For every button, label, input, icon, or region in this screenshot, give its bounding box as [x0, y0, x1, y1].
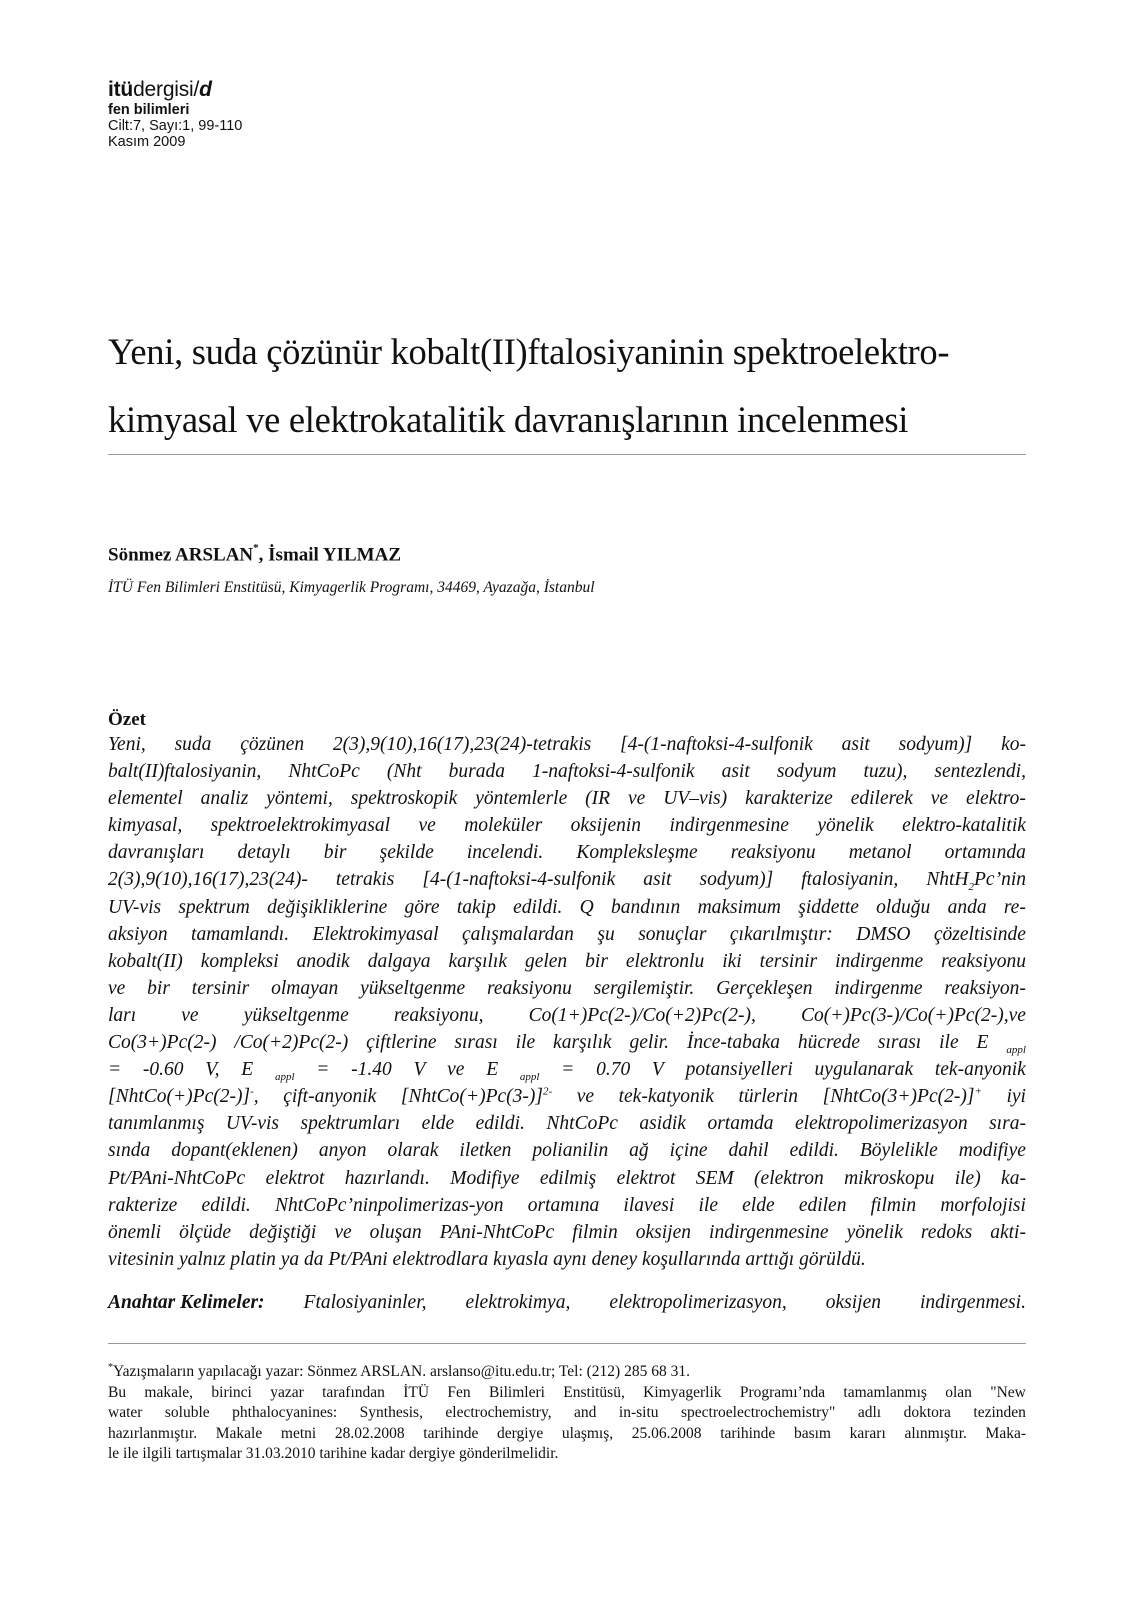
text-line: vitesinin yalnız platin ya da Pt/PAni elektrodlara kıyasla aynı deney koşullarında arttığı görüldü. [108, 1248, 866, 1270]
word: ve [334, 1221, 352, 1243]
word: elementel [108, 788, 183, 810]
journal-header [108, 78, 408, 150]
word: ile) [954, 1167, 981, 1189]
word: ağ [629, 1140, 649, 1162]
word: Yeni, [108, 734, 146, 755]
word: potansiyelleri [685, 1059, 793, 1081]
word: kimyasal, [108, 815, 183, 837]
text-line [108, 1137, 1026, 1164]
word: and [574, 1404, 597, 1421]
word: rakterize [108, 1194, 178, 1216]
footnote-line [108, 1403, 1026, 1424]
word: ları [108, 1004, 137, 1026]
word: morfolojisi [940, 1194, 1026, 1216]
word: ve [181, 1004, 199, 1026]
word: polianilin [532, 1140, 609, 1162]
word: Pt/PAni-NhtCoPc [108, 1167, 246, 1189]
text-line [108, 921, 1026, 948]
word: spektrumları [300, 1113, 401, 1135]
word: dergiye [497, 1424, 544, 1442]
word: NhtH$_2$Pc’nin [926, 869, 1026, 894]
word: tek-katyonik [618, 1086, 714, 1108]
word: Gerçekleşen [716, 977, 813, 999]
word: önemli [108, 1221, 162, 1243]
word: E [241, 1059, 254, 1081]
paper-title [108, 318, 1028, 454]
abstract-heading: Özet [108, 709, 146, 730]
word: olarak [387, 1140, 439, 1162]
word: yükseltgenme [360, 977, 466, 999]
word: dahil [728, 1140, 769, 1162]
word: 2(3),9(10),16(17),23(24)- [108, 869, 308, 891]
word: ve [576, 1086, 595, 1108]
word: maksimum [697, 896, 781, 918]
word: mikroskopu [844, 1167, 935, 1189]
word: anda [947, 896, 987, 918]
word: tarihinde [720, 1424, 776, 1442]
word: elektropolimerizasyon [795, 1113, 968, 1135]
word: NhtCoPc [288, 761, 360, 783]
subscript: 2 [968, 881, 975, 894]
word: tersinir [191, 977, 250, 999]
word: 25.06.2008 [631, 1424, 702, 1442]
word: Synthesis, [359, 1404, 423, 1421]
word: reaksiyonu [730, 842, 816, 864]
word: Bilimleri [488, 1383, 545, 1401]
word: indirgenmesine [709, 1221, 829, 1243]
word: [4-(1-naftoksi-4-sulfonik [422, 869, 616, 891]
word: /Co(+2)Pc(2-) [234, 1032, 349, 1054]
word: sında [108, 1140, 151, 1162]
word: elektro-katalitik [902, 815, 1026, 837]
journal-name-bold: itü [108, 78, 134, 101]
word: = [316, 1059, 330, 1081]
word: spectroelectrochemistry" [681, 1404, 836, 1421]
word: edilen [798, 1194, 847, 1216]
journal-name-italic: d [199, 78, 212, 101]
word: bandının [610, 896, 681, 918]
word: dopant(eklenen) [171, 1140, 298, 1162]
text-line [108, 1083, 1026, 1110]
word: asit [841, 734, 870, 755]
footnote-divider [108, 1343, 1026, 1344]
word: hücrede [797, 1032, 860, 1054]
word: iletken [459, 1140, 512, 1162]
word: ve [628, 788, 646, 810]
word: ve [418, 815, 436, 837]
word: water [108, 1404, 143, 1421]
text-line [108, 1110, 1026, 1137]
text-line [108, 1165, 1026, 1192]
text-line [108, 1029, 1026, 1056]
word: elde [742, 1194, 775, 1216]
word: bir [147, 977, 170, 999]
text-line [108, 1056, 1026, 1083]
keyword-item: elektrokimya, [465, 1292, 571, 1313]
word: (Nht [386, 761, 422, 783]
word: göre [404, 896, 440, 918]
word: edildi. [513, 896, 563, 918]
word: değiştiği [249, 1221, 317, 1243]
word: Maka- [985, 1424, 1026, 1442]
word: reaksiyonu [487, 977, 572, 999]
superscript: - [250, 1085, 254, 1098]
word: [NhtCo(+)Pc(2-)]-, [108, 1085, 259, 1108]
word: ve [108, 977, 126, 999]
footnote-mark: * [108, 1361, 113, 1373]
word: gelen [524, 950, 568, 972]
footnote-line: *Yazışmaların yapılacağı yazar: Sönmez ARSLAN. arslanso@itu.edu.tr; Tel: (212) 285 68 31. [108, 1361, 690, 1380]
word: -1.40 [351, 1059, 392, 1081]
word: yazar [270, 1383, 304, 1401]
word: metanol [848, 842, 912, 864]
word: iki [722, 950, 742, 972]
word: türlerin [738, 1086, 799, 1108]
word: soluble [164, 1404, 210, 1421]
subscript: appl [1006, 1043, 1026, 1056]
keywords-label: Anahtar Kelimeler: [108, 1292, 265, 1313]
word: kobalt(II) [108, 950, 183, 972]
word: İTÜ [403, 1383, 430, 1401]
word: tezinden [973, 1404, 1026, 1421]
word: adlı [857, 1404, 882, 1421]
word: UV–vis) [663, 788, 728, 810]
word: tarihinde [423, 1424, 479, 1442]
word: İnce-tabaka [686, 1032, 780, 1054]
word: yöntemi, [266, 788, 333, 810]
word: = [108, 1059, 122, 1081]
word: 0.70 [596, 1059, 631, 1081]
subscript: appl [274, 1071, 295, 1084]
word: çalışmalardan [461, 923, 574, 945]
word: filmin [572, 1221, 618, 1243]
text-line [108, 1002, 1026, 1029]
text-line [108, 975, 1026, 1002]
abstract-body [108, 731, 1026, 1273]
word [1006, 1029, 1026, 1056]
word: metni [280, 1424, 317, 1442]
word: takip [456, 896, 496, 918]
word: gelir. [629, 1032, 669, 1054]
word: tamamlanmış [843, 1383, 927, 1401]
word: sentezlendi, [934, 761, 1026, 783]
word: in-situ [618, 1404, 659, 1421]
paper-title-line: kimyasal ve elektrokatalitik davranışlarının incelenmesi [108, 399, 909, 440]
word: ortamda [707, 1113, 774, 1135]
author-name: İsmail YILMAZ [268, 544, 401, 566]
text-line [108, 839, 1026, 866]
word: Elektrokimyasal [312, 923, 439, 945]
journal-subtitle: fen bilimleri [108, 102, 190, 118]
word: olduğu [876, 896, 931, 918]
word: Programı’nda [739, 1383, 826, 1401]
journal-date: Kasım 2009 [108, 134, 186, 150]
word: anyon [318, 1140, 367, 1162]
word: spektrum [178, 896, 250, 918]
word: -0.60 [142, 1059, 184, 1081]
word: spektroelektrokimyasal [210, 815, 391, 837]
word: reaksiyon- [944, 977, 1026, 999]
word: kararı [849, 1424, 886, 1442]
word: (IR [585, 788, 611, 810]
text-line [108, 758, 1026, 785]
word: V, [205, 1059, 220, 1081]
word: edildi. [475, 1113, 525, 1135]
word: elde [421, 1113, 455, 1135]
word: indirgenme [835, 950, 924, 972]
word: modifiye [958, 1140, 1026, 1162]
word: indirgenme [834, 977, 923, 999]
word: incelendi. [466, 842, 544, 864]
word: şekilde [379, 842, 434, 864]
word: tetrakis [335, 869, 395, 891]
word: re- [1003, 896, 1026, 918]
word: spektroskopik [350, 788, 458, 810]
word: tamamlandı. [191, 923, 290, 945]
word: ve [447, 1059, 465, 1081]
word: uygulanarak [814, 1059, 914, 1081]
word: çift-anyonik [283, 1086, 377, 1108]
word: redoks [920, 1221, 973, 1243]
word: asit [721, 761, 750, 783]
word: sodyum)] [898, 734, 973, 755]
word: [NhtCo(3+)Pc(2-)]+ [822, 1085, 982, 1108]
author-separator: , [258, 544, 269, 566]
word: edilmiş [539, 1167, 597, 1189]
word: electrochemistry, [445, 1404, 552, 1421]
word: balt(II)ftalosiyanin, [108, 761, 262, 783]
superscript: 2- [542, 1085, 553, 1098]
word: içine [669, 1140, 708, 1162]
word: elektrot [265, 1167, 325, 1189]
word: davranışları [108, 842, 205, 864]
word: Kimyagerlik [643, 1383, 722, 1401]
keyword-item: Ftalosiyaninler, [303, 1292, 427, 1313]
word: PAni-NhtCoPc [439, 1221, 555, 1243]
word: aksiyon [108, 923, 168, 945]
word: çıkarılmıştır: [729, 923, 833, 945]
word: Co(3+)Pc(2-) [108, 1032, 217, 1054]
word: şu [597, 923, 615, 945]
word: burada [448, 761, 505, 783]
word: phthalocyanines: [232, 1404, 338, 1421]
word: Co(+)Pc(3-)/Co(+)Pc(2-),ve [800, 1004, 1026, 1026]
footnote-block [108, 1362, 1026, 1465]
word: = [561, 1059, 575, 1081]
text-line [108, 948, 1026, 975]
text-line [108, 1219, 1026, 1246]
text-line [108, 731, 1026, 758]
word: SEM [695, 1167, 734, 1189]
word: çözeltisinde [933, 923, 1026, 945]
word: E [486, 1059, 499, 1081]
word: yönelik [817, 815, 874, 837]
word: [4-(1-naftoksi-4-sulfonik [620, 734, 813, 755]
footnote-line [108, 1424, 1026, 1445]
footnote-line [108, 1383, 1026, 1404]
word: anodik [296, 950, 350, 972]
word: asidik [639, 1113, 686, 1135]
word: 2(3),9(10),16(17),23(24)-tetrakis [332, 734, 592, 755]
word: E [976, 1032, 989, 1054]
word: karşılık [448, 950, 507, 972]
word: yöntemlerle [475, 788, 568, 810]
word: doktora [903, 1404, 951, 1421]
word: ulaşmış, [561, 1424, 614, 1442]
word: edildi. [201, 1194, 251, 1216]
word: çiftlerine [366, 1032, 437, 1054]
word: sırası [877, 1032, 922, 1054]
word: Böylelikle [859, 1140, 938, 1162]
word: ölçüde [179, 1221, 232, 1243]
word: elektrot [616, 1167, 676, 1189]
word: filmin [870, 1194, 917, 1216]
text-line [108, 866, 1026, 893]
word: ile [939, 1032, 959, 1054]
word: dalgaya [367, 950, 431, 972]
text-line [108, 1192, 1026, 1219]
word: kompleksi [200, 950, 279, 972]
subscript: appl [519, 1071, 540, 1084]
author-name: Sönmez ARSLAN [108, 544, 254, 566]
word: 1-naftoksi-4-sulfonik [532, 761, 695, 783]
word: Q [579, 896, 594, 918]
word: karşılık [553, 1032, 612, 1054]
word: reaksiyonu, [393, 1004, 484, 1026]
word: sırası [454, 1032, 498, 1054]
word [275, 1056, 295, 1083]
word: V [413, 1059, 426, 1081]
word: ile [698, 1194, 718, 1216]
author-list [108, 544, 401, 566]
text-line [108, 785, 1026, 812]
word: ftalosiyanin, [801, 869, 899, 891]
word: Co(1+)Pc(2-)/Co(+2)Pc(2-), [528, 1004, 756, 1026]
word: ortamında [944, 842, 1026, 864]
word: Modifiye [450, 1167, 520, 1189]
word: değişikliklerine [267, 896, 388, 918]
journal-name [108, 78, 408, 102]
word: ile [515, 1032, 536, 1054]
word: ortamına [527, 1194, 600, 1216]
word: UV-vis [108, 896, 162, 918]
word: basım [793, 1424, 831, 1442]
superscript: + [974, 1085, 982, 1098]
word: (elektron [754, 1167, 824, 1189]
word: asit [643, 869, 672, 891]
word: Makale [215, 1424, 263, 1442]
word: tersinir [759, 950, 818, 972]
word: DMSO [856, 923, 911, 945]
journal-name-regular: dergisi/ [133, 78, 200, 101]
word: iyi [1006, 1086, 1026, 1108]
word: hazırlandı. [344, 1167, 430, 1189]
word: akti- [990, 1221, 1026, 1243]
word: karakterize [745, 788, 833, 810]
word: şiddette [798, 896, 859, 918]
word: indirgenmesine [669, 815, 789, 837]
word: detaylı [237, 842, 291, 864]
word: tek-anyonik [934, 1059, 1026, 1081]
word: [NhtCo(+)Pc(3-)]$^{2-}$ [400, 1085, 553, 1108]
word: yükseltgenme [243, 1004, 349, 1026]
paper-title-line: Yeni, suda çözünür kobalt(II)ftalosiyaninin spektroelektro- [108, 331, 950, 372]
word: elektronlu [625, 950, 705, 972]
word: moleküler [464, 815, 543, 837]
word: Bu [108, 1383, 127, 1401]
text-line [108, 812, 1026, 839]
word: edildi. [789, 1140, 839, 1162]
word: ko- [1001, 734, 1026, 755]
word: bir [323, 842, 347, 864]
word: sodyum [776, 761, 837, 783]
keyword-item: indirgenmesi. [919, 1292, 1026, 1313]
keywords-line [108, 1292, 1026, 1314]
word: Kompleksleşme [576, 842, 698, 864]
word: alınmıştır. [904, 1424, 967, 1442]
word: analiz [200, 788, 249, 810]
word: ka- [1001, 1167, 1026, 1189]
word: UV-vis [225, 1113, 279, 1135]
word: edilerek [850, 788, 913, 810]
word: V [651, 1059, 664, 1081]
word: suda [174, 734, 212, 755]
word: sıra- [989, 1113, 1026, 1135]
journal-volume: Cilt:7, Sayı:1, 99-110 [108, 118, 243, 134]
word: tuzu), [863, 761, 908, 783]
word: sodyum)] [699, 869, 774, 891]
word: elektro- [965, 788, 1026, 810]
keyword-item: oksijen [825, 1292, 881, 1313]
footnote-line: le ile ilgili tartışmalar 31.03.2010 tarihine kadar dergiye gönderilmelidir. [108, 1445, 559, 1462]
word: 28.02.2008 [334, 1424, 405, 1442]
word: olmayan [271, 977, 339, 999]
word: makale, [144, 1383, 194, 1401]
word: "New [990, 1383, 1026, 1401]
word: birinci [211, 1383, 252, 1401]
word: Enstitüsü, [563, 1383, 625, 1401]
word: ve [930, 788, 949, 810]
text-line [108, 894, 1026, 921]
word: Fen [447, 1383, 471, 1401]
word: oluşan [369, 1221, 422, 1243]
word: yönelik [846, 1221, 903, 1243]
word: tarafından [322, 1383, 385, 1401]
word: olan [945, 1383, 972, 1401]
word: NhtCoPc [546, 1113, 618, 1135]
word [520, 1056, 540, 1083]
author-affiliation: İTÜ Fen Bilimleri Enstitüsü, Kimyagerlik Programı, 34469, Ayazağa, İstanbul [108, 579, 595, 596]
word: NhtCoPc’ninpolimerizas-yon [274, 1194, 504, 1216]
keyword-item: elektropolimerizasyon, [609, 1292, 787, 1313]
word: çözünen [240, 734, 305, 755]
word: sonuçlar [638, 923, 707, 945]
word: oksijenin [570, 815, 642, 837]
corresponding-author-mark: * [253, 542, 259, 554]
title-divider [108, 454, 1026, 455]
word: sergilemiştir. [593, 977, 695, 999]
word: reaksiyonu [941, 950, 1026, 972]
word: ilavesi [623, 1194, 675, 1216]
word: bir [585, 950, 608, 972]
word: tanımlanmış [108, 1113, 205, 1135]
word: oksijen [635, 1221, 691, 1243]
word: hazırlanmıştır. [108, 1424, 198, 1442]
